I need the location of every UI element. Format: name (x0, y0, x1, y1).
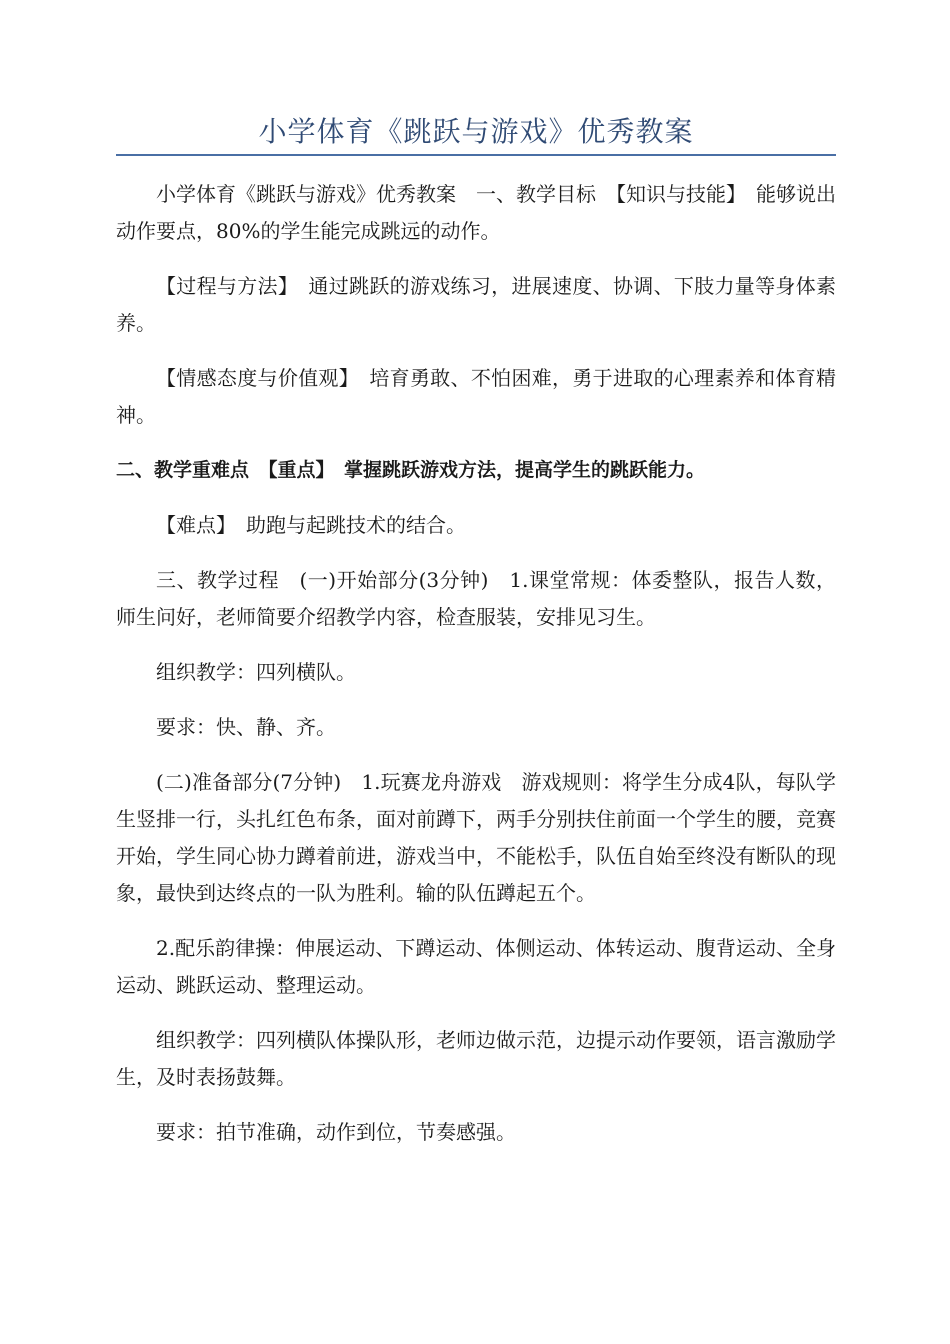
document-title: 小学体育《跳跃与游戏》优秀教案 (258, 115, 694, 148)
paragraph-organization-2: 组织教学：四列横队体操队形，老师边做示范，边提示动作要领，语言激励学生，及时表扬鼓舞。 (116, 1028, 836, 1089)
paragraph-requirement-1: 要求：快、静、齐。 (156, 715, 336, 739)
paragraph-emotion-values: 【情感态度与价值观】 培育勇敢、不怕困难，勇于进取的心理素养和体育精神。 (116, 366, 836, 427)
title-underline (116, 154, 836, 156)
paragraph-organization-1: 组织教学：四列横队。 (156, 660, 356, 684)
document-body (116, 176, 836, 1169)
paragraph-requirement-2: 要求：拍节准确，动作到位，节奏感强。 (156, 1120, 516, 1144)
paragraph-preparation: (二)准备部分(7分钟) 1.玩赛龙舟游戏 游戏规则：将学生分成4队，每队学生竖排一行，头扎红色布条，面对前蹲下，两手分别扶住前面一个学生的腰，竞赛开始，学生同心协力蹲着前进，游戏当中，不能松手，队伍自始至终没有断队的现象，最快到达终点的一队为胜利。输的队伍蹲起五个。 (116, 770, 836, 905)
paragraph-rhythm-exercise: 2.配乐韵律操：伸展运动、下蹲运动、体侧运动、体转运动、腹背运动、全身运动、跳跃运动、整理运动。 (116, 936, 836, 997)
paragraph-objectives: 小学体育《跳跃与游戏》优秀教案 一、教学目标 【知识与技能】 能够说出动作要点，80%的学生能完成跳远的动作。 (116, 182, 836, 243)
paragraph-difficulty: 【难点】 助跑与起跳技术的结合。 (156, 513, 466, 537)
paragraph-key-points: 二、教学重难点 【重点】 掌握跳跃游戏方法，提高学生的跳跃能力。 (116, 459, 706, 481)
paragraph-teaching-process: 三、教学过程 (一)开始部分(3分钟) 1.课堂常规：体委整队，报告人数，师生问好，老师简要介绍教学内容，检查服装，安排见习生。 (116, 568, 836, 629)
paragraph-process-method: 【过程与方法】 通过跳跃的游戏练习，进展速度、协调、下肢力量等身体素养。 (116, 274, 836, 335)
